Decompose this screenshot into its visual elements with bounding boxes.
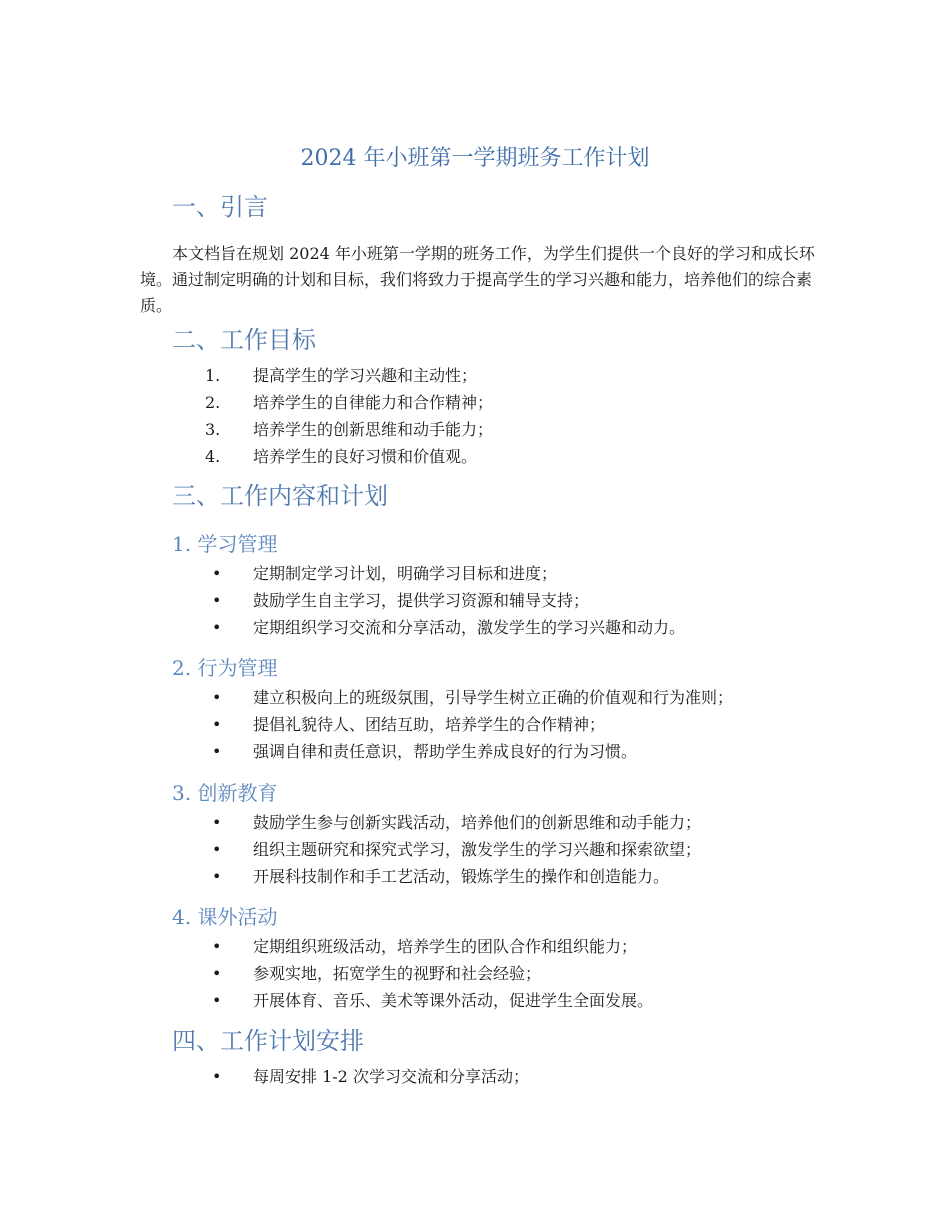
list-item-text: 开展科技制作和手工艺活动，锻炼学生的操作和创造能力。 [253, 867, 670, 886]
bullet-icon: • [212, 964, 222, 983]
list-item-text: 强调自律和责任意识，帮助学生养成良好的行为习惯。 [253, 742, 638, 761]
section-heading-content: 三、工作内容和计划 [172, 482, 388, 510]
section-heading-goals: 二、工作目标 [172, 326, 316, 354]
list-item-text: 建立积极向上的班级氛围，引导学生树立正确的价值观和行为准则； [253, 688, 734, 707]
list-item-text: 开展体育、音乐、美术等课外活动，促进学生全面发展。 [253, 991, 654, 1010]
subsection-heading-activities: 4. 课外活动 [172, 905, 278, 929]
list-number: 3. [205, 420, 221, 439]
bullet-icon: • [212, 840, 222, 859]
bullet-icon: • [212, 688, 222, 707]
list-item-text: 培养学生的良好习惯和价值观。 [253, 447, 478, 466]
list-item-text: 组织主题研究和探究式学习，激发学生的学习兴趣和探索欲望； [253, 840, 702, 859]
list-item-text: 每周安排 1-2 次学习交流和分享活动； [253, 1067, 529, 1086]
list-item-text: 培养学生的自律能力和合作精神； [253, 393, 494, 412]
subsection-heading-behavior: 2. 行为管理 [172, 656, 278, 680]
list-item-text: 定期组织班级活动，培养学生的团队合作和组织能力； [253, 937, 638, 956]
list-item-text: 定期制定学习计划，明确学习目标和进度； [253, 564, 558, 583]
list-item-text: 鼓励学生自主学习，提供学习资源和辅导支持； [253, 591, 590, 610]
list-item-text: 鼓励学生参与创新实践活动，培养他们的创新思维和动手能力； [253, 813, 702, 832]
bullet-icon: • [212, 813, 222, 832]
list-item-text: 提高学生的学习兴趣和主动性； [253, 366, 478, 385]
bullet-icon: • [212, 715, 222, 734]
list-item-text: 定期组织学习交流和分享活动，激发学生的学习兴趣和动力。 [253, 618, 686, 637]
subsection-heading-innovation: 3. 创新教育 [172, 781, 278, 805]
subsection-heading-study: 1. 学习管理 [172, 532, 278, 556]
bullet-icon: • [212, 867, 222, 886]
list-item-text: 培养学生的创新思维和动手能力； [253, 420, 494, 439]
bullet-icon: • [212, 937, 222, 956]
bullet-icon: • [212, 618, 222, 637]
bullet-icon: • [212, 591, 222, 610]
list-item-text: 提倡礼貌待人、团结互助，培养学生的合作精神； [253, 715, 606, 734]
section-heading-schedule: 四、工作计划安排 [172, 1027, 364, 1055]
intro-paragraph: 本文档旨在规划 2024 年小班第一学期的班务工作，为学生们提供一个良好的学习和成长环境。通过制定明确的计划和目标，我们将致力于提高学生的学习兴趣和能力，培养他们的综合素质。 [140, 244, 815, 315]
bullet-icon: • [212, 1067, 222, 1086]
document-title: 2024 年小班第一学期班务工作计划 [300, 146, 650, 171]
list-number: 1. [205, 366, 221, 385]
list-number: 2. [205, 393, 221, 412]
bullet-icon: • [212, 742, 222, 761]
list-item-text: 参观实地，拓宽学生的视野和社会经验； [253, 964, 542, 983]
section-heading-intro: 一、引言 [172, 193, 268, 221]
bullet-icon: • [212, 991, 222, 1010]
bullet-icon: • [212, 564, 222, 583]
list-number: 4. [205, 447, 221, 466]
